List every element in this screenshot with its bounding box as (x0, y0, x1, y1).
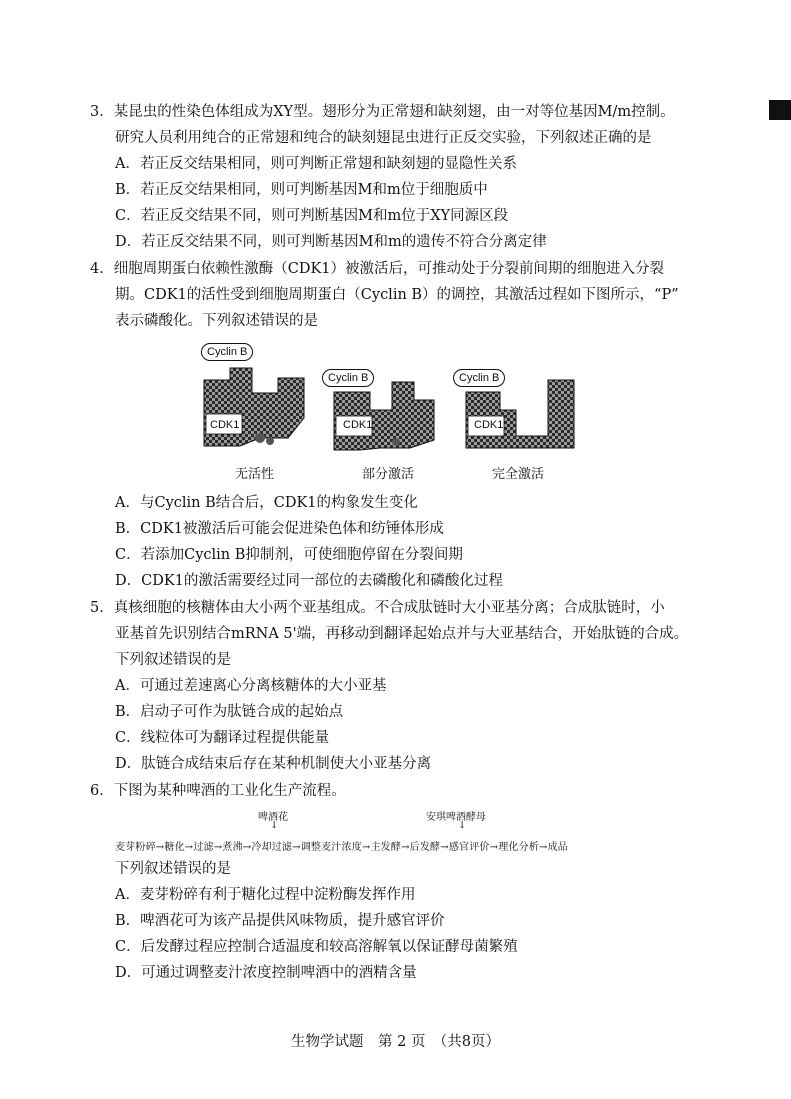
q3-line2: 研究人员利用纯合的正常翅和纯合的缺刻翅昆虫进行正反交实验，下列叙述正确的是 (115, 130, 652, 146)
q3-option-b: B．若正反交结果相同，则可判断基因M和m位于细胞质中 (115, 182, 488, 198)
q6-option-c: C．后发酵过程应控制合适温度和较高溶解氧以保证酵母菌繁殖 (115, 939, 518, 955)
q5-option-d: D．肽链合成结束后存在某种机制使大小亚基分离 (115, 756, 432, 772)
q5-option-b: B．启动子可作为肽链合成的起始点 (115, 704, 344, 720)
caption-full: 完全激活 (492, 467, 545, 482)
cyclin-b-label-2: Cyclin B (322, 369, 374, 387)
caption-partial: 部分激活 (362, 467, 415, 482)
q5-line3: 下列叙述错误的是 (115, 652, 231, 668)
q3-option-d: D．若正反交结果不同，则可判断基因M和m的遗传不符合分离定律 (115, 234, 547, 250)
q3-option-a: A．若正反交结果相同，则可判断正常翅和缺刻翅的显隐性关系 (115, 156, 517, 172)
arrow-down-icon: ↓ (270, 820, 279, 831)
production-flow: 麦芽粉碎→糖化→过滤→煮沸→冷却过滤→调整麦汁浓度→主发酵→后发酵→感官评价→理化分析→成品 (115, 842, 568, 853)
cdk1-label-3: CDK1 (474, 419, 504, 431)
q3-option-c: C．若正反交结果不同，则可判断基因M和m位于XY同源区段 (115, 208, 509, 224)
q5-option-c: C．线粒体可为翻译过程提供能量 (115, 730, 330, 746)
cyclin-b-label-3: Cyclin B (453, 369, 505, 387)
q4-line2: 期。CDK1的活性受到细胞周期蛋白（Cyclin B）的调控，其激活过程如下图所示，“P” (115, 287, 679, 303)
q6-option-b: B．啤酒花可为该产品提供风味物质，提升感官评价 (115, 913, 445, 929)
q4-option-c: C．若添加Cyclin B抑制剂，可使细胞停留在分裂间期 (115, 547, 463, 563)
cdk1-label-2: CDK1 (343, 419, 373, 431)
flow-label-yeast: 安琪啤酒酵母 (426, 812, 486, 823)
q5-option-a: A．可通过差速离心分离核糖体的大小亚基 (115, 678, 387, 694)
q4-option-b: B．CDK1被激活后可能会促进染色体和纺锤体形成 (115, 521, 444, 537)
page-edge-mark (769, 100, 791, 120)
q4-option-d: D．CDK1的激活需要经过同一部位的去磷酸化和磷酸化过程 (115, 573, 503, 589)
cyclin-b-label-1: Cyclin B (201, 343, 253, 361)
page-footer: 生物学试题 第 2 页 （共8页） (291, 1034, 500, 1050)
q5-line2: 亚基首先识别结合mRNA 5'端，再移动到翻译起始点并与大亚基结合，开始肽链的合成。 (115, 626, 689, 642)
q4-line3: 表示磷酸化。下列叙述错误的是 (115, 313, 318, 329)
caption-inactive: 无活性 (235, 467, 275, 482)
arrow-down-icon: ↓ (458, 820, 467, 831)
flow-label-hops: 啤酒花 (258, 812, 288, 823)
q6-line2: 下列叙述错误的是 (115, 861, 231, 877)
q3-line1: 3．某昆虫的性染色体组成为XY型。翅形分为正常翅和缺刻翅，由一对等位基因M/m控制。 (90, 104, 675, 120)
q6-line1: 6．下图为某种啤酒的工业化生产流程。 (90, 783, 346, 799)
q5-line1: 5．真核细胞的核糖体由大小两个亚基组成。不合成肽链时大小亚基分离；合成肽链时，小 (90, 600, 665, 616)
q6-option-a: A．麦芽粉碎有利于糖化过程中淀粉酶发挥作用 (115, 887, 416, 903)
cdk1-label-1: CDK1 (210, 419, 240, 431)
q4-option-a: A．与Cyclin B结合后，CDK1的构象发生变化 (115, 495, 419, 511)
q4-line1: 4．细胞周期蛋白依赖性激酶（CDK1）被激活后，可推动处于分裂前间期的细胞进入分裂 (90, 261, 664, 277)
q6-option-d: D．可通过调整麦汁浓度控制啤酒中的酒精含量 (115, 965, 417, 981)
